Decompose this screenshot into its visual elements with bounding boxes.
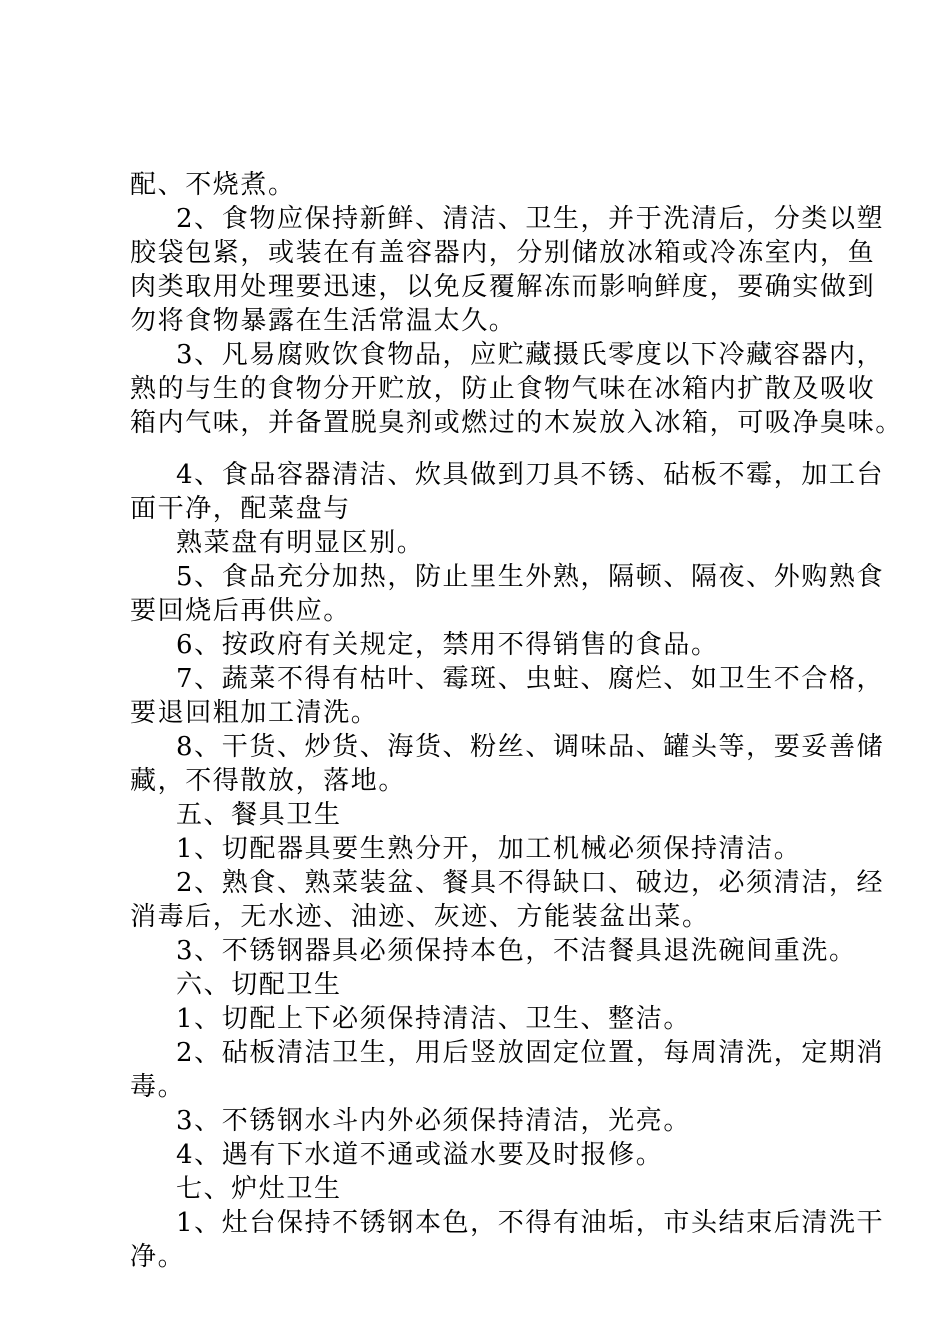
section-heading: 六、切配卫生: [176, 970, 342, 1000]
text-line: 4、食品容器清洁、炊具做到刀具不锈、砧板不霉，加工台: [176, 460, 885, 490]
text-line: 藏，不得散放，落地。: [130, 766, 407, 796]
section-heading: 七、炉灶卫生: [176, 1174, 342, 1204]
text-line: 1、切配器具要生熟分开，加工机械必须保持清洁。: [176, 834, 802, 864]
text-line: 要回烧后再供应。: [130, 596, 351, 626]
text-line: 3、不锈钢器具必须保持本色，不洁餐具退洗碗间重洗。: [176, 936, 857, 966]
text-line: 箱内气味，并备置脱臭剂或燃过的木炭放入冰箱，可吸净臭味。: [130, 408, 903, 438]
text-line: 净。: [130, 1242, 186, 1272]
text-line: 要退回粗加工清洗。: [130, 698, 379, 728]
text-line: 2、食物应保持新鲜、清洁、卫生，并于洗清后，分类以塑: [176, 204, 885, 234]
section-heading: 五、餐具卫生: [176, 800, 342, 830]
text-line: 3、凡易腐败饮食物品，应贮藏摄氏零度以下冷藏容器内，: [176, 340, 885, 370]
text-line: 消毒后，无水迹、油迹、灰迹、方能装盆出菜。: [130, 902, 710, 932]
text-line: 7、蔬菜不得有枯叶、霉斑、虫蛀、腐烂、如卫生不合格，: [176, 664, 885, 694]
text-line: 勿将食物暴露在生活常温太久。: [130, 306, 517, 336]
paragraph-gap: [130, 440, 835, 452]
text-line: 熟的与生的食物分开贮放，防止食物气味在冰箱内扩散及吸收: [130, 374, 876, 404]
text-line: 熟菜盘有明显区别。: [176, 528, 425, 558]
text-line: 1、灶台保持不锈钢本色，不得有油垢，市头结束后清洗干: [176, 1208, 885, 1238]
text-line: 8、干货、炒货、海货、粉丝、调味品、罐头等，要妥善储: [176, 732, 885, 762]
text-line: 肉类取用处理要迅速，以免反覆解冻而影响鲜度，要确实做到: [130, 272, 876, 302]
document-body: [130, 168, 903, 1274]
text-line: 2、熟食、熟菜装盆、餐具不得缺口、破边，必须清洁，经: [176, 868, 885, 898]
text-line: 2、砧板清洁卫生，用后竖放固定位置，每周清洗，定期消: [176, 1038, 885, 1068]
text-line: 6、按政府有关规定，禁用不得销售的食品。: [176, 630, 719, 660]
text-line: 3、不锈钢水斗内外必须保持清洁，光亮。: [176, 1106, 691, 1136]
text-line: 胶袋包紧，或装在有盖容器内，分别储放冰箱或冷冻室内，鱼: [130, 238, 876, 268]
text-line: 1、切配上下必须保持清洁、卫生、整洁。: [176, 1004, 691, 1034]
text-line: 面干净，配菜盘与: [130, 494, 351, 524]
text-line: 配、不烧煮。: [130, 170, 296, 200]
text-line: 4、遇有下水道不通或溢水要及时报修。: [176, 1140, 664, 1170]
text-line: 毒。: [130, 1072, 186, 1102]
text-line: 5、食品充分加热，防止里生外熟，隔顿、隔夜、外购熟食: [176, 562, 885, 592]
